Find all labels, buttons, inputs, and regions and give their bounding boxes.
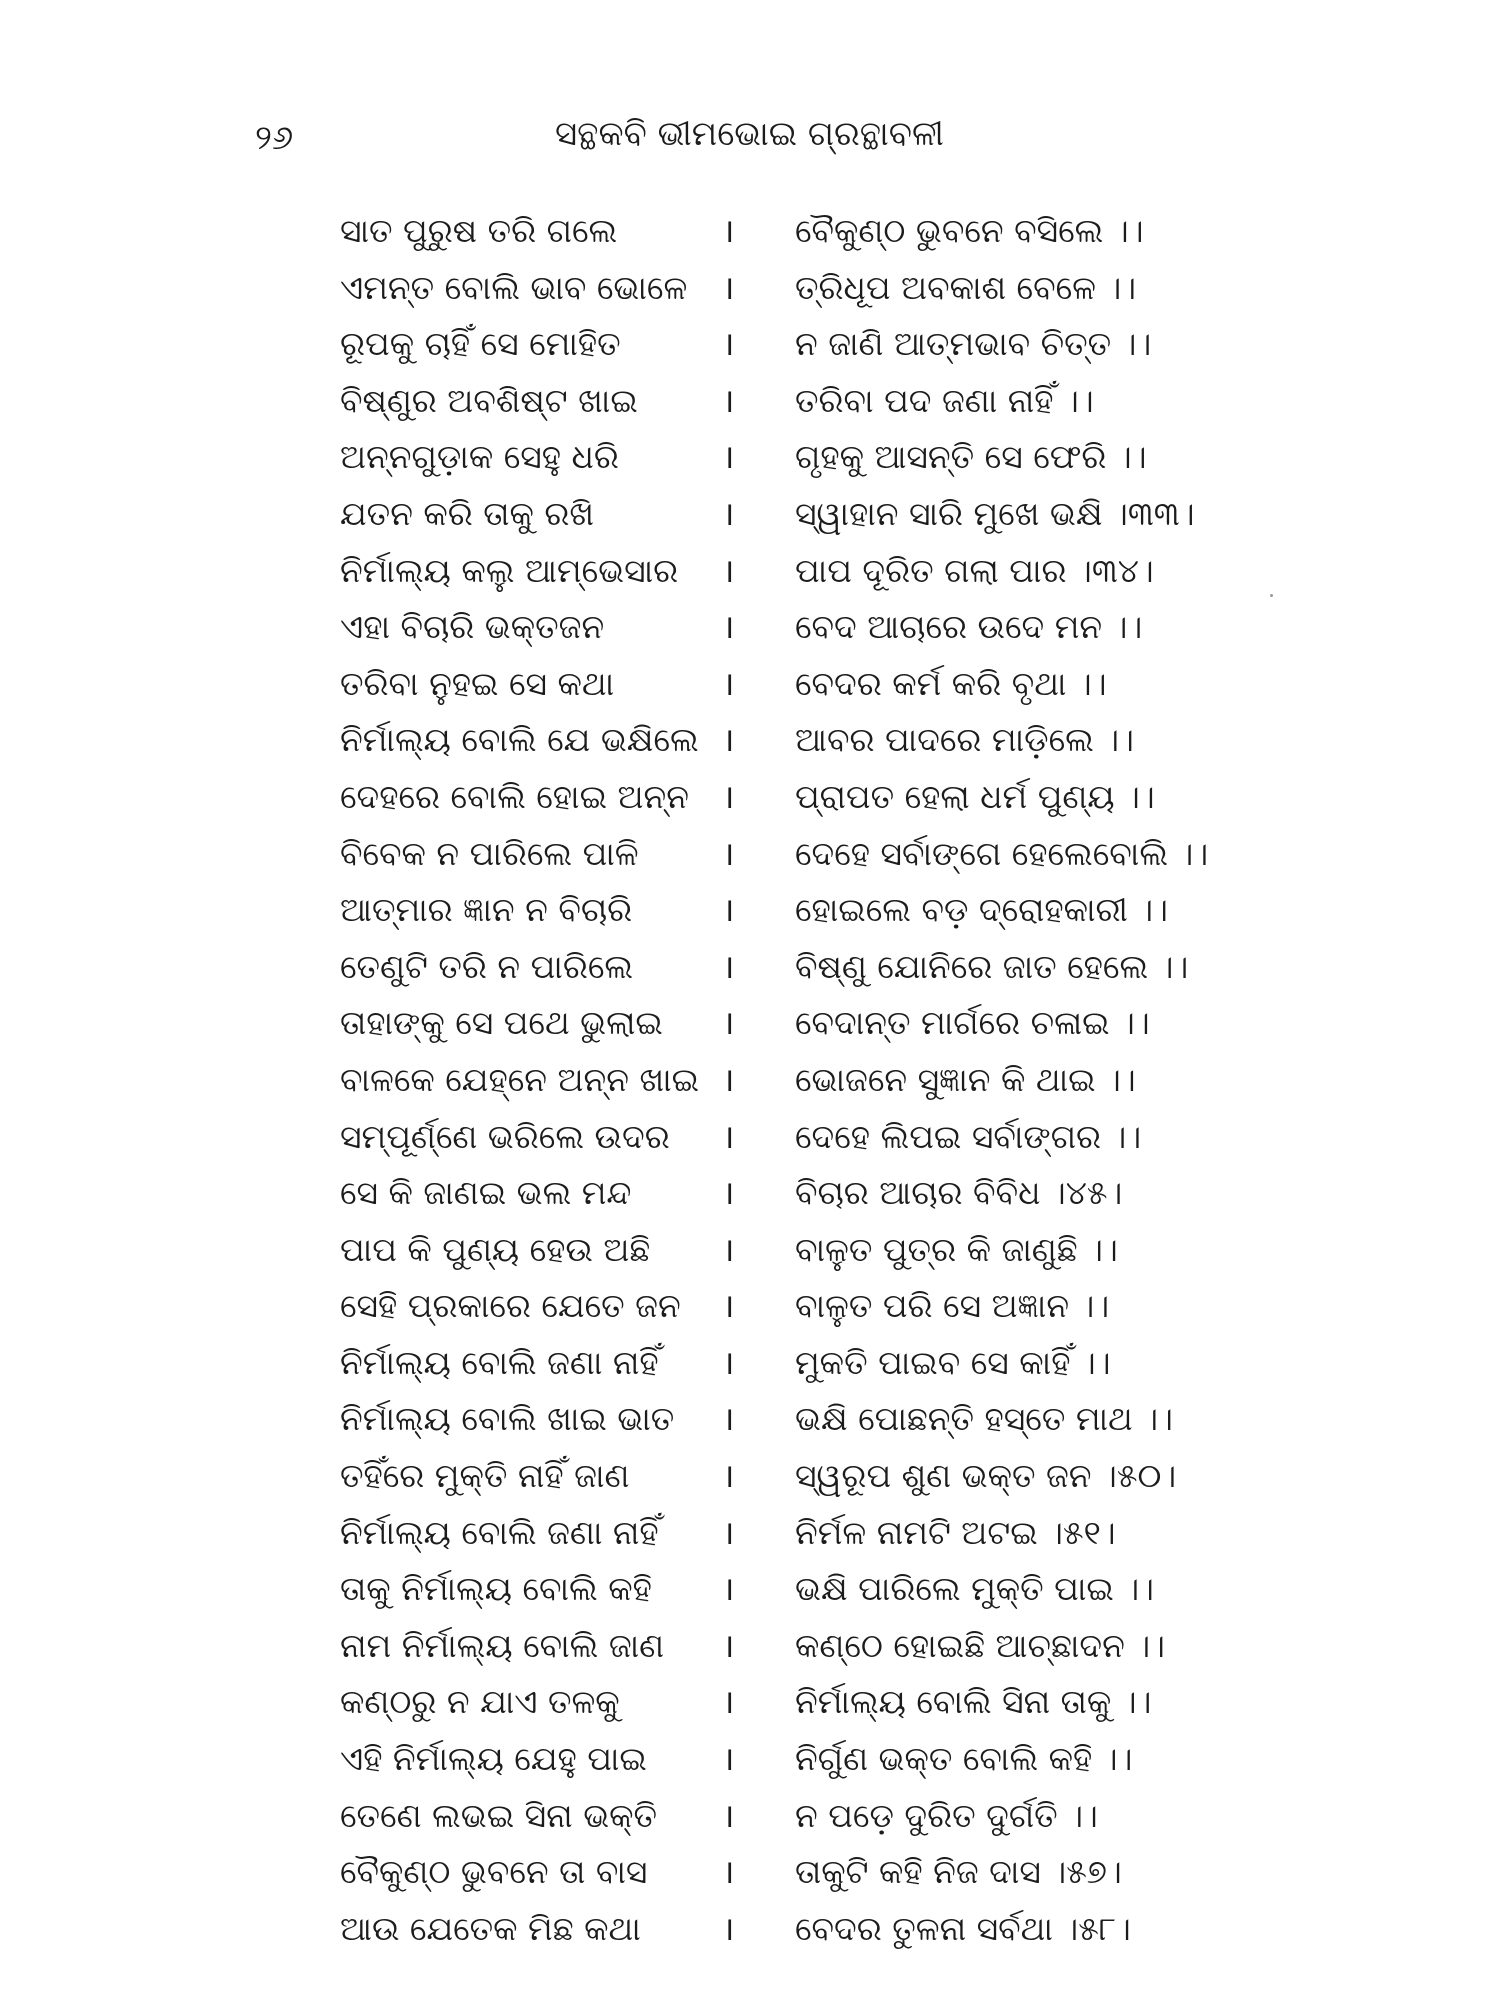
verse-second-half: ସ୍ୱାହାନ ସାରି ମୁଖେ ଭକ୍ଷି ।୩୩। <box>795 493 1195 533</box>
verse-couplet <box>0 601 1500 658</box>
verse-first-half: ସାତ ପୁରୁଷ ତରି ଗଲେ <box>340 211 618 250</box>
verse-first-half: ତରିବା ନୁହଇ ସେ କଥା <box>340 663 615 703</box>
verse-first-half: ଏହା ବିଚାରି ଭକ୍ତଜନ <box>340 607 605 647</box>
verse-first-half: ବୈକୁଣ୍ଠ ଭୁବନେ ତା ବାସ <box>340 1852 648 1892</box>
verse-separator: । <box>722 1116 735 1156</box>
verse-first-half: ଏହି ନିର୍ମାଲ୍ୟ ଯେହୁ ପାଇ <box>340 1739 647 1779</box>
verse-couplet <box>0 941 1500 998</box>
verse-first-half: ଆଉ ଯେତେକ ମିଛ କଥା <box>340 1908 641 1948</box>
verse-couplet <box>0 1280 1500 1337</box>
verse-separator: । <box>722 1569 735 1609</box>
verse-separator: । <box>722 1512 735 1552</box>
verse-first-half: ଏମନ୍ତ ବୋଲି ଭାବ ଭୋଳେ <box>340 267 688 307</box>
verse-couplet <box>0 1450 1500 1507</box>
verse-second-half: ଦେହେ ସର୍ବାଙ୍ଗେ ହେଲେବୋଲି ।। <box>795 833 1209 873</box>
verse-couplet <box>0 488 1500 545</box>
verse-second-half: ବାଳୁତ ପରି ସେ ଅଜ୍ଞାନ ।। <box>795 1286 1110 1326</box>
verse-couplet <box>0 262 1500 319</box>
verse-separator: । <box>722 1059 735 1099</box>
verse-separator: । <box>722 607 735 647</box>
verse-second-half: ନ ପଡ଼େ ଦୁରିତ ଦୁର୍ଗତି ।। <box>795 1795 1098 1835</box>
verse-separator: । <box>722 1286 735 1326</box>
verse-second-half: କଣ୍ଠେ ହୋଇଛି ଆଚ୍ଛାଦନ ।। <box>795 1625 1166 1665</box>
verse-separator: । <box>722 663 735 703</box>
page-number: ୨୬ <box>255 118 294 158</box>
verse-couplet <box>0 318 1500 375</box>
verse-first-half: ନିର୍ମାଲ୍ୟ ବୋଲି ଯେ ଭକ୍ଷିଲେ <box>340 720 699 760</box>
verse-second-half: ନ ଜାଣି ଆତ୍ମଭାବ ଚିତ୍ତ ।। <box>795 324 1152 364</box>
verse-first-half: ତେଣେ ଲଭଇ ସିନା ଭକ୍ତି <box>340 1795 658 1835</box>
verse-couplet <box>0 1337 1500 1394</box>
verse-couplet <box>0 828 1500 885</box>
verse-couplet <box>0 1507 1500 1564</box>
verse-couplet <box>0 1846 1500 1903</box>
verse-list <box>0 205 1500 1959</box>
verse-separator: । <box>722 550 735 590</box>
verse-separator: । <box>722 1229 735 1269</box>
verse-second-half: ନିର୍ମାଲ୍ୟ ବୋଲି ସିନା ତାକୁ ।। <box>795 1682 1152 1722</box>
verse-second-half: ପ୍ରାପତ ହେଲା ଧର୍ମ ପୁଣ୍ୟ ।। <box>795 776 1155 816</box>
verse-couplet <box>0 1111 1500 1168</box>
verse-couplet <box>0 714 1500 771</box>
verse-separator: । <box>722 211 735 250</box>
verse-couplet <box>0 1393 1500 1450</box>
verse-second-half: ନିର୍ଗୁଣ ଭକ୍ତ ବୋଲି କହି ।। <box>795 1739 1133 1779</box>
verse-separator: । <box>722 720 735 760</box>
verse-first-half: ବିବେକ ନ ପାରିଲେ ପାଳି <box>340 833 639 873</box>
print-speck <box>1270 594 1273 597</box>
verse-separator: । <box>722 380 735 420</box>
verse-couplet <box>0 658 1500 715</box>
verse-second-half: ତାକୁଟି କହି ନିଜ ଦାସ ।୫୭। <box>795 1852 1122 1892</box>
verse-couplet <box>0 1054 1500 1111</box>
verse-separator: । <box>722 833 735 873</box>
verse-couplet <box>0 1676 1500 1733</box>
verse-separator: । <box>722 1682 735 1722</box>
verse-separator: । <box>722 1456 735 1496</box>
verse-first-half: ବିଷ୍ଣୁର ଅବଶିଷ୍ଟ ଖାଇ <box>340 380 638 420</box>
verse-second-half: ନିର୍ମଳ ନାମଟି ଅଟଇ ।୫୧। <box>795 1512 1116 1552</box>
verse-couplet <box>0 205 1500 262</box>
verse-first-half: ତାକୁ ନିର୍ମାଲ୍ୟ ବୋଲି କହି <box>340 1569 652 1609</box>
verse-couplet <box>0 884 1500 941</box>
verse-second-half: ପାପ ଦୂରିତ ଗଲା ପାର ।୩୪। <box>795 550 1154 590</box>
verse-second-half: ଭୋଜନେ ସୁଜ୍ଞାନ କି ଥାଇ ।। <box>795 1059 1136 1099</box>
verse-second-half: ଦେହେ ଲିପଇ ସର୍ବାଙ୍ଗର ।। <box>795 1116 1142 1156</box>
verse-first-half: ନିର୍ମାଲ୍ୟ ବୋଲି ଖାଇ ଭାତ <box>340 1399 675 1439</box>
verse-first-half: ନିର୍ମାଲ୍ୟ ବୋଲି ଜଣା ନାହିଁ <box>340 1342 659 1382</box>
verse-second-half: ଗୃହକୁ ଆସନ୍ତି ସେ ଫେରି ।। <box>795 437 1147 477</box>
verse-separator: । <box>722 946 735 986</box>
verse-first-half: ନିର୍ମାଲ୍ୟ କଲୁ ଆମ୍ଭେସାର <box>340 550 679 590</box>
verse-couplet <box>0 1790 1500 1847</box>
verse-second-half: ବେଦ ଆଚାରେ ଉଦେ ମନ ।। <box>795 607 1143 647</box>
verse-first-half: ସେ କି ଜାଣଇ ଭଲ ମନ୍ଦ <box>340 1173 632 1213</box>
verse-second-half: ବାଳୁତ ପୁତ୍ର କି ଜାଣୁଛି ।। <box>795 1229 1118 1269</box>
running-title: ସନ୍ଥକବି ଭୀମଭୋଇ ଗ୍ରନ୍ଥାବଳୀ <box>555 114 944 154</box>
verse-second-half: ମୁକତି ପାଇବ ସେ କାହିଁ ।। <box>795 1342 1111 1382</box>
verse-first-half: ନାମ ନିର୍ମାଲ୍ୟ ବୋଲି ଜାଣ <box>340 1625 665 1665</box>
verse-couplet <box>0 997 1500 1054</box>
verse-couplet <box>0 1733 1500 1790</box>
verse-first-half: ରୂପକୁ ଚାହିଁ ସେ ମୋହିତ <box>340 324 621 364</box>
verse-first-half: ନିର୍ମାଲ୍ୟ ବୋଲି ଜଣା ନାହିଁ <box>340 1512 659 1552</box>
verse-second-half: ଭକ୍ଷି ପାରିଲେ ମୁକ୍ତି ପାଇ ।। <box>795 1569 1155 1609</box>
verse-first-half: କଣ୍ଠରୁ ନ ଯାଏ ତଳକୁ <box>340 1682 620 1722</box>
verse-separator: । <box>722 1625 735 1665</box>
verse-couplet <box>0 1167 1500 1224</box>
verse-second-half: ଆବର ପାଦରେ ମାଡ଼ିଲେ ।। <box>795 720 1134 760</box>
verse-second-half: ତ୍ରିଧୂପ ଅବକାଶ ବେଳେ ।। <box>795 267 1137 307</box>
verse-second-half: ହୋଇଲେ ବଡ଼ ଦ୍ରୋହକାରୀ ।। <box>795 890 1168 930</box>
verse-separator: । <box>722 1795 735 1835</box>
verse-second-half: ବିଚାର ଆଚାର ବିବିଧ ।୪୫। <box>795 1173 1123 1213</box>
verse-first-half: ଆତ୍ମାର ଜ୍ଞାନ ନ ବିଚାରି <box>340 890 633 930</box>
verse-separator: । <box>722 493 735 533</box>
verse-couplet <box>0 431 1500 488</box>
verse-separator: । <box>722 890 735 930</box>
verse-separator: । <box>722 1739 735 1779</box>
verse-separator: । <box>722 1908 735 1948</box>
verse-first-half: ସମ୍ପୂର୍ଣ୍ଣେ ଭରିଲେ ଉଦର <box>340 1116 670 1156</box>
verse-couplet <box>0 1563 1500 1620</box>
verse-first-half: ଅନ୍ନଗୁଡ଼ାକ ସେହୁ ଧରି <box>340 437 619 477</box>
verse-couplet <box>0 375 1500 432</box>
verse-couplet <box>0 771 1500 828</box>
verse-separator: । <box>722 1342 735 1382</box>
verse-first-half: ଦେହରେ ବୋଲି ହୋଇ ଅନ୍ନ <box>340 776 690 816</box>
verse-first-half: ତେଣୁଟି ତରି ନ ପାରିଲେ <box>340 946 634 986</box>
verse-second-half: ବୈକୁଣ୍ଠ ଭୁବନେ ବସିଲେ ।। <box>795 211 1144 250</box>
verse-separator: । <box>722 437 735 477</box>
verse-couplet <box>0 1903 1500 1960</box>
verse-first-half: ପାପ କି ପୁଣ୍ୟ ହେଉ ଅଛି <box>340 1229 651 1269</box>
verse-second-half: ବେଦର ତୁଳନା ସର୍ବଥା ।୫୮। <box>795 1908 1131 1948</box>
verse-first-half: ଯତନ କରି ତାକୁ ରଖି <box>340 493 595 533</box>
verse-separator: । <box>722 776 735 816</box>
verse-couplet <box>0 545 1500 602</box>
verse-separator: । <box>722 1399 735 1439</box>
verse-second-half: ବେଦାନ୍ତ ମାର୍ଗରେ ଚଳାଇ ।। <box>795 1003 1150 1043</box>
verse-first-half: ତାହାଙ୍କୁ ସେ ପଥେ ଭୁଲାଇ <box>340 1003 663 1043</box>
verse-separator: । <box>722 1003 735 1043</box>
verse-separator: । <box>722 1852 735 1892</box>
verse-separator: । <box>722 324 735 364</box>
verse-first-half: ତହିଁରେ ମୁକ୍ତି ନାହିଁ ଜାଣ <box>340 1456 630 1496</box>
verse-couplet <box>0 1224 1500 1281</box>
verse-second-half: ତରିବା ପଦ ଜଣା ନାହିଁ ।। <box>795 380 1094 420</box>
verse-second-half: ବିଷ୍ଣୁ ଯୋନିରେ ଜାତ ହେଲେ ।। <box>795 946 1189 986</box>
verse-second-half: ଭକ୍ଷି ପୋଛନ୍ତି ହସ୍ତେ ମାଥ ।। <box>795 1399 1173 1439</box>
verse-separator: । <box>722 1173 735 1213</box>
verse-first-half: ବାଳକେ ଯେହ୍ନେ ଅନ୍ନ ଖାଇ <box>340 1059 700 1099</box>
verse-first-half: ସେହି ପ୍ରକାରେ ଯେତେ ଜନ <box>340 1286 681 1326</box>
verse-second-half: ସ୍ୱରୂପ ଶୁଣ ଭକ୍ତ ଜନ ।୫୦। <box>795 1456 1177 1496</box>
verse-separator: । <box>722 267 735 307</box>
verse-second-half: ବେଦର କର୍ମ କରି ବୃଥା ।। <box>795 663 1107 703</box>
verse-couplet <box>0 1620 1500 1677</box>
